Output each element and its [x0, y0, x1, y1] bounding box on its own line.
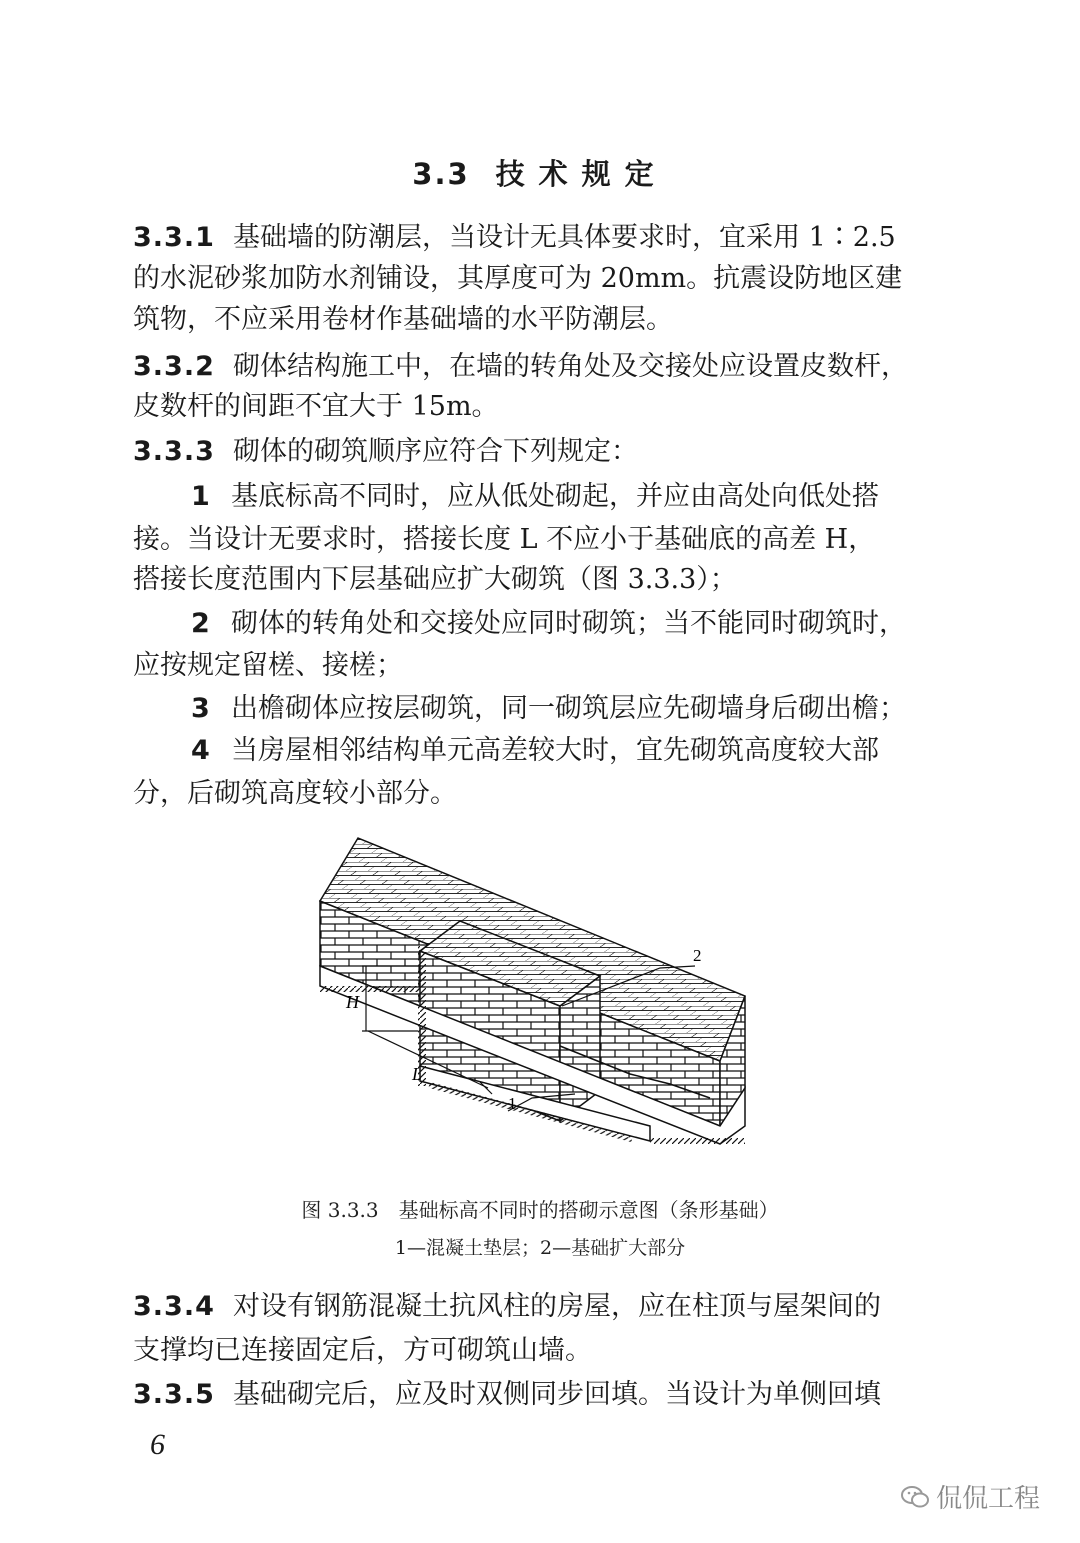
- label-H: H: [346, 992, 359, 1012]
- clause-3-3-2-line: 皮数杆的间距不宜大于 15m。: [133, 391, 499, 422]
- list-item-line: 应按规定留槎、接槎；: [133, 650, 403, 681]
- watermark-text: 侃侃工程: [936, 1484, 1041, 1514]
- section-title: [0, 152, 1080, 193]
- list-item: 4 当房屋相邻结构单元高差较大时，宜先砌筑高度较大部: [191, 735, 879, 766]
- clause-number: 3.3.4: [133, 1291, 215, 1322]
- section-heading: 技术规定: [495, 157, 668, 191]
- list-item-line: 接。当设计无要求时，搭接长度 L 不应小于基础底的高差 H，: [133, 524, 876, 555]
- watermark: [900, 1478, 1040, 1515]
- figure-caption: 图 3.3.3 基础标高不同时的搭砌示意图（条形基础）: [301, 1198, 779, 1222]
- clause-3-3-3-line: 3.3.3 砌体的砌筑顺序应符合下列规定：: [133, 432, 933, 472]
- clause-3-3-4-line: 支撑均已连接固定后，方可砌筑山墙。: [133, 1335, 592, 1366]
- wechat-icon: [900, 1484, 930, 1510]
- clause-3-3-1-line: 3.3.1 基础墙的防潮层，当设计无具体要求时，宜采用 1∶2.5: [133, 218, 933, 258]
- clause-number: 3.3.1: [133, 222, 215, 253]
- list-item: 2 砌体的转角处和交接处应同时砌筑；当不能同时砌筑时，: [191, 608, 906, 639]
- label-L: L: [412, 1064, 423, 1084]
- clause-3-3-1-line: 的水泥砂浆加防水剂铺设，其厚度可为 20mm。抗震设防地区建: [133, 263, 903, 294]
- brick-footing-figure: [300, 826, 780, 1156]
- page-number: 6: [150, 1428, 165, 1461]
- clause-number: 3.3.5: [133, 1379, 215, 1410]
- list-item: 1 基底标高不同时，应从低处砌起，并应由高处向低处搭: [191, 481, 879, 512]
- clause-number: 3.3.3: [133, 436, 215, 467]
- list-item-line: 搭接长度范围内下层基础应扩大砌筑（图 3.3.3）；: [133, 564, 737, 595]
- clause-3-3-4-line: 3.3.4 对设有钢筋混凝土抗风柱的房屋，应在柱顶与屋架间的: [133, 1287, 933, 1327]
- clause-3-3-1-line: 筑物，不应采用卷材作基础墙的水平防潮层。: [133, 304, 673, 335]
- label-1: 1: [508, 1094, 517, 1113]
- section-number: 3.3: [412, 157, 470, 191]
- list-item-line: 分，后砌筑高度较小部分。: [133, 778, 457, 809]
- clause-number: 3.3.2: [133, 351, 215, 382]
- clause-3-3-2-line: 3.3.2 砌体结构施工中，在墙的转角处及交接处应设置皮数杆，: [133, 347, 933, 387]
- clause-3-3-5-line: 3.3.5 基础砌完后，应及时双侧同步回填。当设计为单侧回填: [133, 1375, 933, 1415]
- list-item: 3 出檐砌体应按层砌筑，同一砌筑层应先砌墙身后砌出檐；: [191, 693, 906, 724]
- figure-legend: 1—混凝土垫层；2—基础扩大部分: [394, 1237, 686, 1259]
- label-2: 2: [693, 946, 702, 965]
